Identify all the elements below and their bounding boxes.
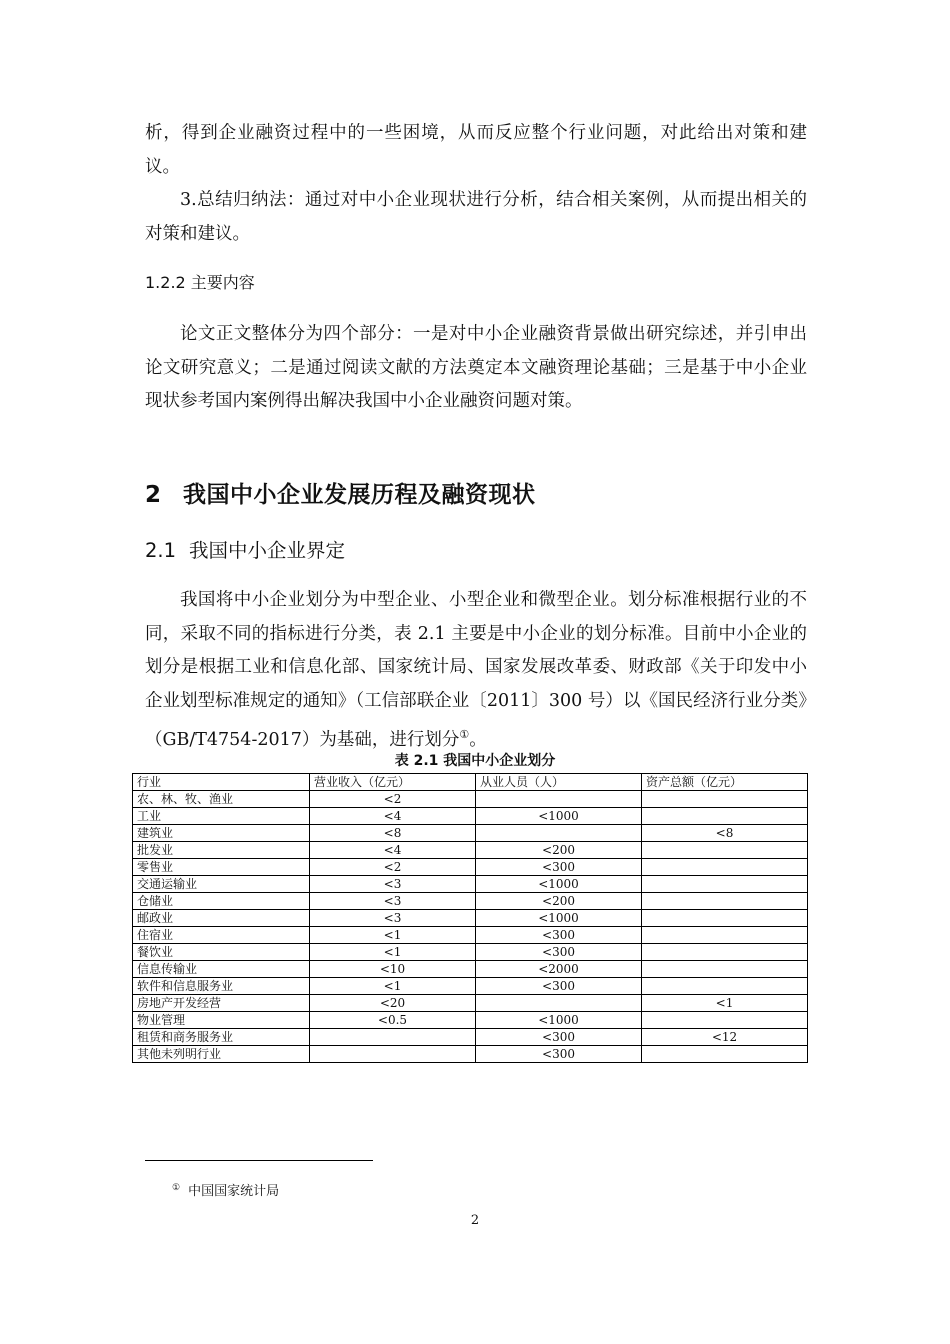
chapter-heading [145, 476, 536, 509]
table-row [133, 808, 808, 825]
cell-assets [642, 842, 808, 859]
table-row [133, 825, 808, 842]
cell-assets [642, 910, 808, 927]
paragraph-main-content: 论文正文整体分为四个部分：一是对中小企业融资背景做出研究综述，并引申出论文研究意义；二是通过阅读文献的方法奠定本文融资理论基础；三是基于中小企业现状参考国内案例得出解决我国中小企业融资问题对策。 [145, 324, 807, 411]
cell-employees: <300 [476, 944, 642, 961]
cell-revenue: <2 [310, 791, 476, 808]
cell-industry: 建筑业 [133, 825, 310, 842]
table-row [133, 978, 808, 995]
cell-assets [642, 961, 808, 978]
cell-assets [642, 859, 808, 876]
table-caption: 表 2.1 我国中小企业划分 [394, 753, 556, 769]
cell-industry: 软件和信息服务业 [133, 978, 310, 995]
cell-employees [476, 995, 642, 1012]
cell-revenue: <2 [310, 859, 476, 876]
cell-industry: 农、林、牧、渔业 [133, 791, 310, 808]
cell-revenue: <1 [310, 927, 476, 944]
cell-assets [642, 978, 808, 995]
paragraph-definition-end: 。 [469, 729, 487, 750]
table-row [133, 995, 808, 1012]
footnote-text: 中国国家统计局 [188, 1184, 280, 1199]
table-row [133, 842, 808, 859]
cell-assets: <1 [642, 995, 808, 1012]
cell-industry: 住宿业 [133, 927, 310, 944]
cell-assets [642, 808, 808, 825]
footnote [172, 1180, 279, 1199]
footnote-separator [145, 1160, 373, 1161]
header-employees: 从业人员（人） [476, 774, 642, 791]
sme-classification-table [132, 773, 808, 1063]
cell-employees: <300 [476, 859, 642, 876]
cell-revenue: <20 [310, 995, 476, 1012]
cell-assets [642, 927, 808, 944]
heading-1-2-2: 1.2.2 主要内容 [145, 273, 255, 292]
cell-assets [642, 893, 808, 910]
cell-assets: <12 [642, 1029, 808, 1046]
cell-employees: <2000 [476, 961, 642, 978]
cell-employees [476, 825, 642, 842]
table-body [133, 791, 808, 1063]
paragraph-continued: 析，得到企业融资过程中的一些困境，从而反应整个行业问题，对此给出对策和建议。 [145, 123, 807, 177]
paragraph-method-3: 3.总结归纳法：通过对中小企业现状进行分析，结合相关案例，从而提出相关的对策和建议。 [145, 190, 807, 244]
header-revenue: 营业收入（亿元） [310, 774, 476, 791]
cell-assets [642, 876, 808, 893]
cell-industry: 邮政业 [133, 910, 310, 927]
cell-employees: <300 [476, 978, 642, 995]
section-title: 我国中小企业界定 [189, 539, 346, 562]
table-row [133, 1046, 808, 1063]
cell-revenue: <1 [310, 944, 476, 961]
cell-industry: 交通运输业 [133, 876, 310, 893]
cell-industry: 租赁和商务服务业 [133, 1029, 310, 1046]
cell-revenue: <4 [310, 842, 476, 859]
chapter-number: 2 [145, 482, 162, 508]
section-number: 2.1 [145, 539, 177, 562]
page-number: 2 [470, 1213, 480, 1228]
table-header-row [133, 774, 808, 791]
footnote-marker: ① [172, 1182, 181, 1193]
cell-revenue: <1 [310, 978, 476, 995]
cell-revenue [310, 1046, 476, 1063]
cell-assets [642, 944, 808, 961]
cell-revenue: <3 [310, 910, 476, 927]
footnote-reference: ① [459, 728, 470, 741]
cell-revenue [310, 1029, 476, 1046]
cell-industry: 零售业 [133, 859, 310, 876]
cell-employees: <300 [476, 1029, 642, 1046]
cell-employees [476, 791, 642, 808]
cell-industry: 批发业 [133, 842, 310, 859]
table-row [133, 910, 808, 927]
table-row [133, 1029, 808, 1046]
cell-revenue: <8 [310, 825, 476, 842]
paragraph-definition-text: 我国将中小企业划分为中型企业、小型企业和微型企业。划分标准根据行业的不同，采取不同的指标进行分类，表 2.1 主要是中小企业的划分标准。目前中小企业的划分是根据工业和信息化部、国家统计局、国家发展改革委、财政部《关于印发中小企业划型标准规定的通知》（工信部联企业〔2011〕300 号）以《国民经济行业分类》（GB/T4754-2017）为基础，进行划分 [145, 590, 807, 750]
cell-employees: <1000 [476, 808, 642, 825]
cell-employees: <300 [476, 927, 642, 944]
cell-employees: <1000 [476, 1012, 642, 1029]
cell-revenue: <3 [310, 893, 476, 910]
cell-employees: <1000 [476, 876, 642, 893]
cell-industry: 物业管理 [133, 1012, 310, 1029]
cell-industry: 其他未列明行业 [133, 1046, 310, 1063]
cell-industry: 仓储业 [133, 893, 310, 910]
cell-industry: 信息传输业 [133, 961, 310, 978]
cell-assets [642, 1046, 808, 1063]
paragraph-definition [145, 584, 807, 757]
cell-assets [642, 1012, 808, 1029]
table-row [133, 876, 808, 893]
cell-industry: 房地产开发经营 [133, 995, 310, 1012]
chapter-title: 我国中小企业发展历程及融资现状 [183, 482, 536, 508]
table-row [133, 961, 808, 978]
cell-assets: <8 [642, 825, 808, 842]
table-row [133, 893, 808, 910]
cell-assets [642, 791, 808, 808]
cell-revenue: <3 [310, 876, 476, 893]
cell-revenue: <4 [310, 808, 476, 825]
table-row [133, 1012, 808, 1029]
table-row [133, 944, 808, 961]
section-heading [145, 535, 345, 563]
cell-revenue: <10 [310, 961, 476, 978]
header-assets: 资产总额（亿元） [642, 774, 808, 791]
cell-employees: <300 [476, 1046, 642, 1063]
table-row [133, 791, 808, 808]
cell-employees: <1000 [476, 910, 642, 927]
cell-employees: <200 [476, 842, 642, 859]
header-industry: 行业 [133, 774, 310, 791]
table-row [133, 859, 808, 876]
cell-industry: 工业 [133, 808, 310, 825]
cell-revenue: <0.5 [310, 1012, 476, 1029]
cell-employees: <200 [476, 893, 642, 910]
table-row [133, 927, 808, 944]
cell-industry: 餐饮业 [133, 944, 310, 961]
